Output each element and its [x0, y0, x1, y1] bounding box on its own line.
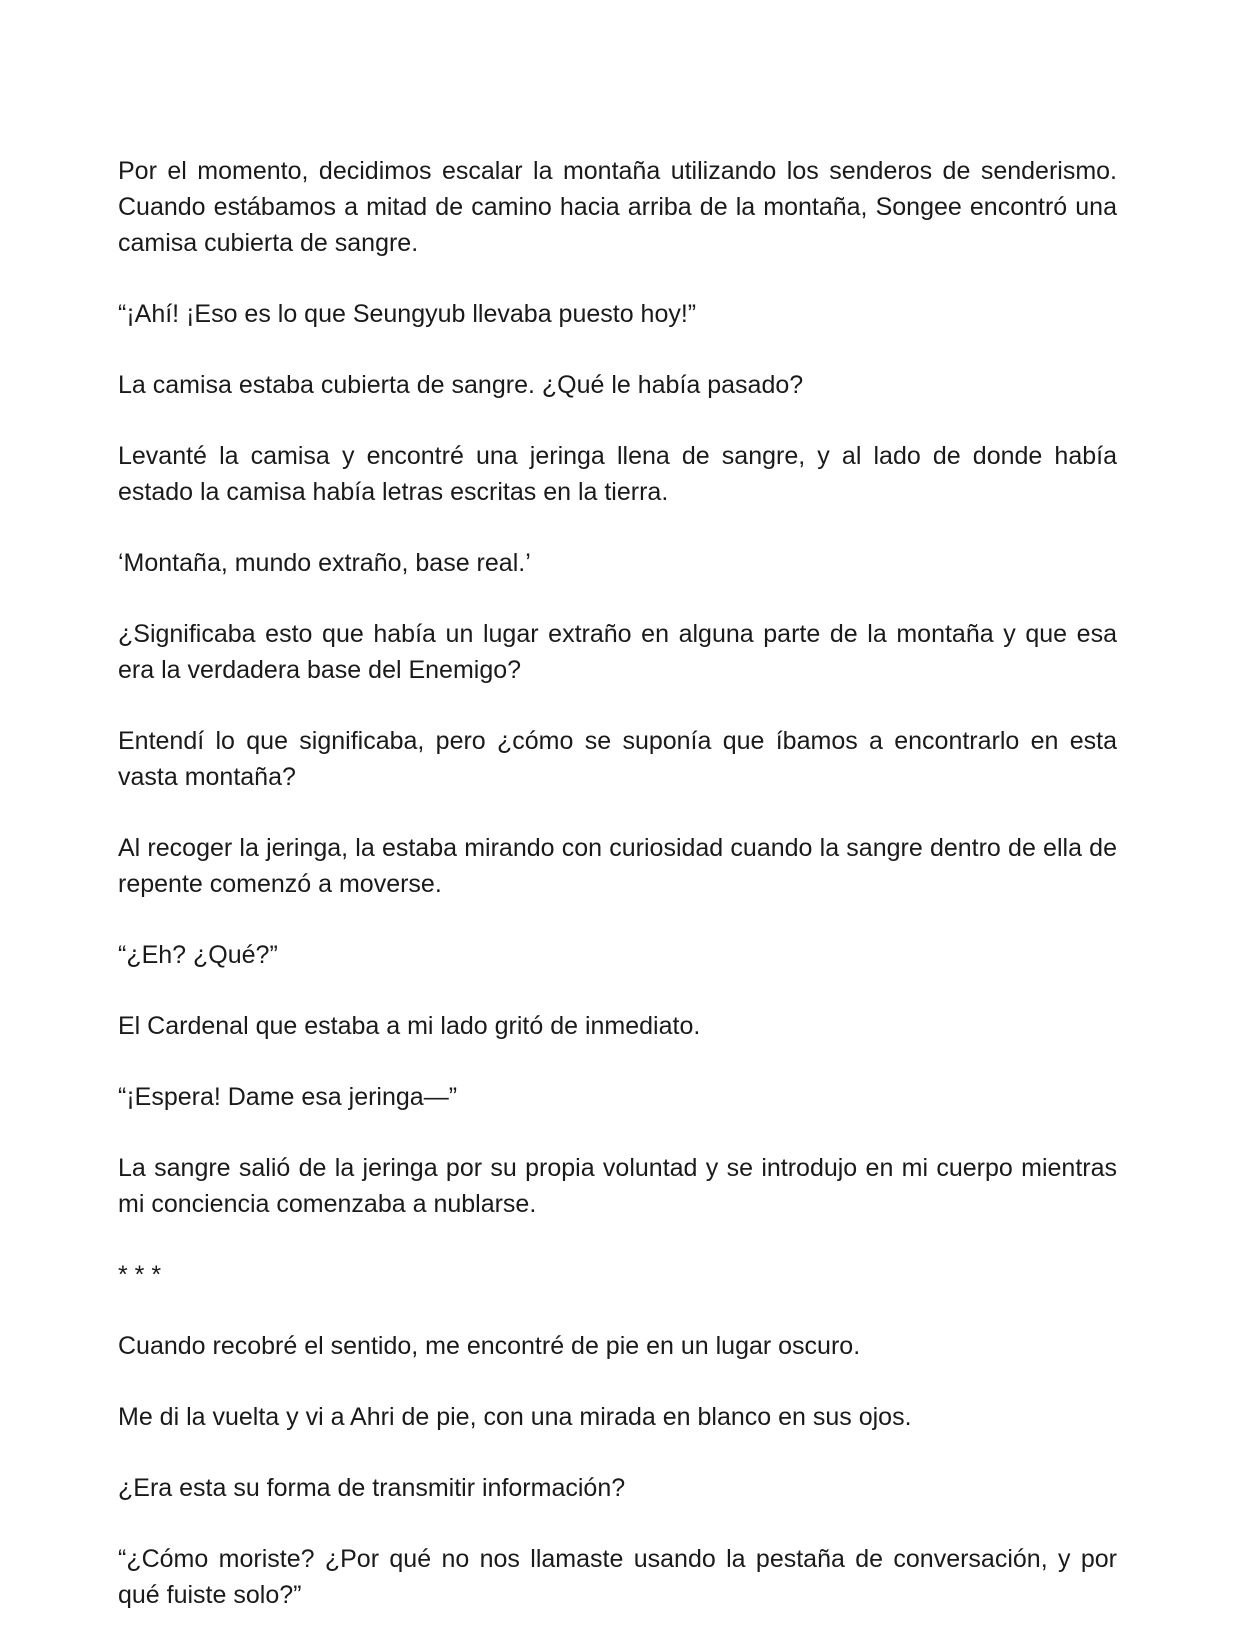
paragraph-4: Levanté la camisa y encontré una jeringa llena de sangre, y al lado de donde había estado la camisa había letras escritas en la tierra. — [118, 442, 1117, 506]
paragraph-16: “¿Cómo moriste? ¿Por qué no nos llamaste usando la pestaña de conversación, y por qué fuiste solo?” — [118, 1545, 1117, 1609]
paragraph-15: ¿Era esta su forma de transmitir información? — [118, 1474, 626, 1502]
paragraph-14: Me di la vuelta y vi a Ahri de pie, con una mirada en blanco en sus ojos. — [118, 1403, 912, 1431]
paragraph-9: “¿Eh? ¿Qué?” — [118, 941, 278, 969]
paragraph-3: La camisa estaba cubierta de sangre. ¿Qué le había pasado? — [118, 371, 804, 399]
section-break: * * * — [118, 1261, 162, 1289]
paragraph-1: Por el momento, decidimos escalar la montaña utilizando los senderos de senderismo. Cuando estábamos a mitad de camino hacia arriba de la montaña, Songee encontró una camisa cubierta de sangre. — [118, 157, 1117, 257]
paragraph-10: El Cardenal que estaba a mi lado gritó de inmediato. — [118, 1012, 701, 1040]
paragraph-5: ‘Montaña, mundo extraño, base real.’ — [118, 549, 531, 577]
paragraph-7: Entendí lo que significaba, pero ¿cómo se suponía que íbamos a encontrarlo en esta vasta montaña? — [118, 727, 1117, 791]
paragraph-6: ¿Significaba esto que había un lugar extraño en alguna parte de la montaña y que esa era la verdadera base del Enemigo? — [118, 620, 1117, 684]
paragraph-12: La sangre salió de la jeringa por su propia voluntad y se introdujo en mi cuerpo mientras mi conciencia comenzaba a nublarse. — [118, 1154, 1117, 1218]
paragraph-13: Cuando recobré el sentido, me encontré de pie en un lugar oscuro. — [118, 1332, 861, 1360]
paragraph-8: Al recoger la jeringa, la estaba mirando con curiosidad cuando la sangre dentro de ella de repente comenzó a moverse. — [118, 834, 1117, 898]
paragraph-11: “¡Espera! Dame esa jeringa—” — [118, 1083, 458, 1111]
document-body — [118, 153, 1117, 1648]
paragraph-2: “¡Ahí! ¡Eso es lo que Seungyub llevaba puesto hoy!” — [118, 300, 697, 328]
